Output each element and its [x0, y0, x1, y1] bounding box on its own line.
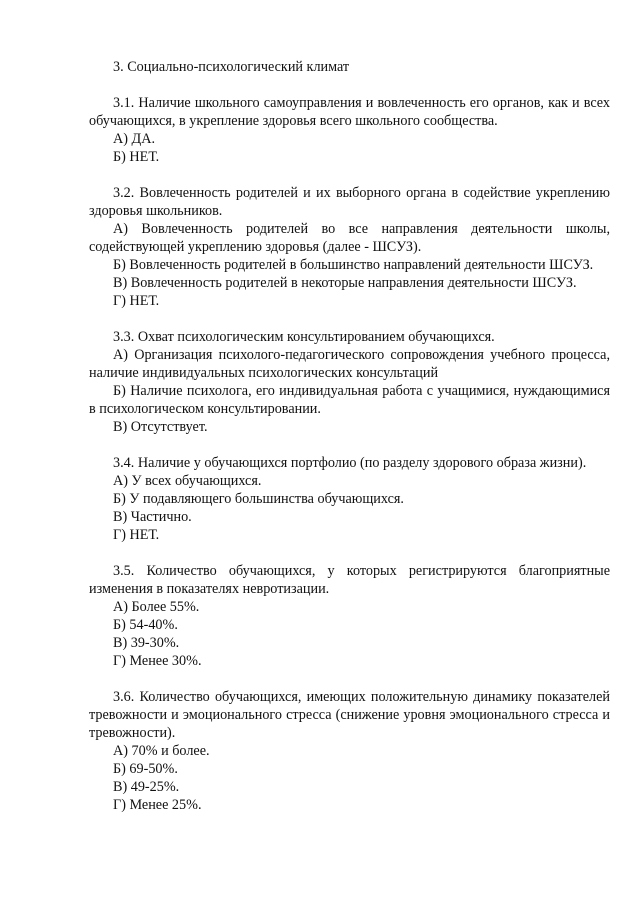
answer-option: Б) У подавляющего большинства обучающихся.: [113, 491, 404, 507]
answer-option: Г) НЕТ.: [113, 293, 160, 309]
answer-option: Б) Вовлеченность родителей в большинство направлений деятельности ШСУЗ.: [113, 257, 594, 273]
question-text: 3.2. Вовлеченность родителей и их выборного органа в содействие укреплению здоровья школьников.: [89, 185, 610, 219]
answer-option: Б) Наличие психолога, его индивидуальная работа с учащимися, нуждающимися в психологическом консультировании.: [89, 383, 610, 417]
document-page: [89, 58, 610, 814]
question-text: 3.1. Наличие школьного самоуправления и вовлеченность его органов, как и всех обучающихся, в укрепление здоровья всего школьного сообщества.: [89, 95, 610, 129]
answer-option: В) Частично.: [113, 509, 192, 525]
question-block: [89, 94, 610, 166]
answer-option: А) 70% и более.: [113, 743, 210, 759]
answer-option: В) Отсутствует.: [113, 419, 208, 435]
question-block: [89, 328, 610, 436]
answer-option: Г) Менее 25%.: [113, 797, 202, 813]
answer-option: В) 49-25%.: [113, 779, 180, 795]
answer-option: В) 39-30%.: [113, 635, 180, 651]
section-title: 3. Социально-психологический климат: [113, 59, 350, 75]
answer-option: В) Вовлеченность родителей в некоторые направления деятельности ШСУЗ.: [113, 275, 577, 291]
answer-option: Г) НЕТ.: [113, 527, 160, 543]
answer-option: А) ДА.: [113, 131, 155, 147]
answer-option: А) Организация психолого-педагогического сопровождения учебного процесса, наличие индивидуальных психологических консультаций: [89, 347, 610, 381]
answer-option: Б) 69-50%.: [113, 761, 178, 777]
answer-option: Б) 54-40%.: [113, 617, 178, 633]
question-text: 3.3. Охват психологическим консультированием обучающихся.: [113, 329, 495, 345]
question-block: [89, 454, 610, 544]
question-block: [89, 184, 610, 310]
question-block: [89, 688, 610, 814]
answer-option: А) Более 55%.: [113, 599, 200, 615]
question-block: [89, 562, 610, 670]
answer-option: А) У всех обучающихся.: [113, 473, 262, 489]
question-text: 3.6. Количество обучающихся, имеющих положительную динамику показателей тревожности и эмоционального стресса (снижение уровня эмоционального стресса и тревожности).: [89, 689, 610, 741]
question-text: 3.5. Количество обучающихся, у которых регистрируются благоприятные изменения в показателях невротизации.: [89, 563, 610, 597]
question-text: 3.4. Наличие у обучающихся портфолио (по разделу здорового образа жизни).: [113, 455, 587, 471]
answer-option: Б) НЕТ.: [113, 149, 160, 165]
answer-option: Г) Менее 30%.: [113, 653, 202, 669]
answer-option: А) Вовлеченность родителей во все направления деятельности школы, содействующей укреплению здоровья (далее - ШСУЗ).: [89, 221, 610, 255]
